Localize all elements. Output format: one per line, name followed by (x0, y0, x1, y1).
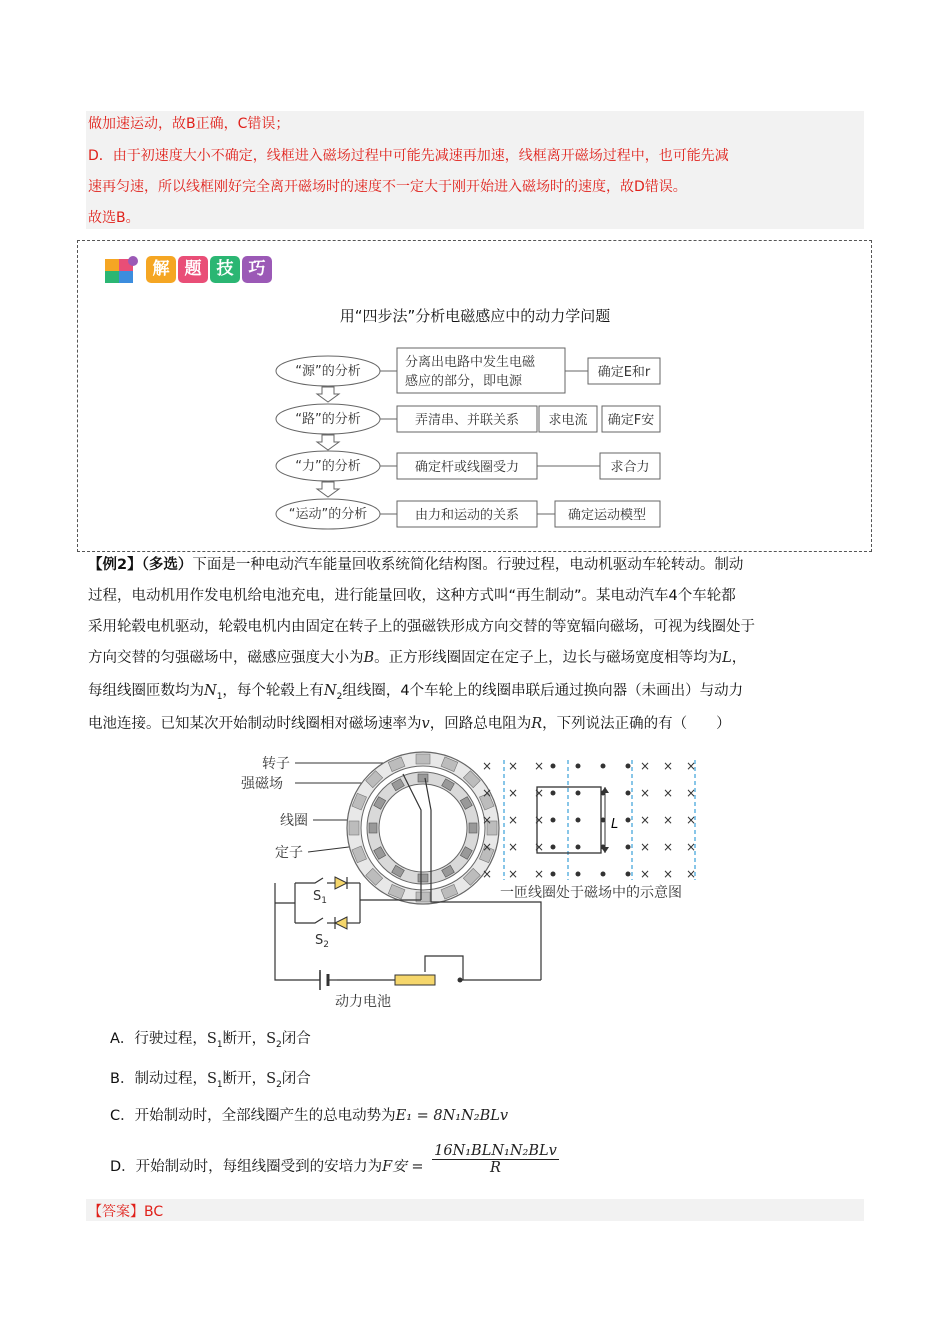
option-d-letter: D． (110, 1159, 136, 1175)
field-caption: 一匝线圈处于磁场中的示意图 (500, 885, 682, 901)
field-dot-mark (576, 872, 581, 877)
magnet-segment (349, 821, 359, 835)
field-dot-mark (551, 818, 556, 823)
option-b-s1: S (206, 1071, 217, 1087)
question-line-3: 采用轮毂电机驱动，轮毂电机内由固定在转子上的强磁铁形成方向交替的等宽辐向磁场，可视为线圈处于 (88, 619, 755, 635)
label-s1: $S_1$ (313, 889, 327, 906)
symbol-R: R (531, 716, 543, 732)
field-cross-mark: × (662, 759, 674, 773)
field-cross-mark: × (533, 759, 545, 773)
question-line-1 (88, 550, 743, 581)
field-cross-mark: × (662, 840, 674, 854)
answer-label: 【答案】 (88, 1204, 144, 1220)
puzzle-icon (103, 253, 141, 285)
option-b-text1: 制动过程， (134, 1071, 207, 1087)
field-cross-mark: × (481, 840, 493, 854)
field-cross-mark: × (481, 867, 493, 881)
option-d-lhs: F安 = (382, 1159, 424, 1175)
badge-jie: 解 (146, 256, 176, 283)
label-L: L (611, 817, 619, 832)
field-dot-mark (551, 791, 556, 796)
field-dot-mark (551, 872, 556, 877)
field-cross-mark: × (639, 813, 651, 827)
box-motion-1-label: 由力和运动的关系 (414, 508, 520, 523)
label-coil: 线圈 (280, 813, 308, 829)
field-cross-mark: × (685, 786, 697, 800)
label-magnet: 强磁场 (241, 776, 283, 792)
label-rotor: 转子 (262, 756, 290, 772)
oval-circuit-label: “路”的分析 (295, 412, 361, 427)
option-b-s2: S (266, 1071, 277, 1087)
symbol-L: L (722, 650, 732, 666)
magnet-segment (416, 754, 430, 764)
down-arrow-1 (317, 387, 339, 402)
field-dot-mark (576, 818, 581, 823)
question-text-4c: ， (731, 650, 747, 666)
option-a-n1: 1 (216, 1039, 223, 1050)
motor-wheel (347, 752, 499, 904)
junction-dot (458, 978, 463, 983)
field-cross-mark: × (533, 840, 545, 854)
coil-segment (418, 874, 428, 882)
field-cross-mark: × (507, 786, 519, 800)
option-d-denominator: R (490, 1160, 501, 1176)
question-text-6c: ，下列说法正确的有（ ） (542, 716, 731, 732)
badge-ti: 题 (178, 256, 208, 283)
box-force-2-label: 求合力 (610, 460, 650, 475)
option-a-text3: 闭合 (281, 1031, 311, 1047)
field-dot-mark (576, 845, 581, 850)
field-cross-mark: × (533, 786, 545, 800)
question-text-5c: 组线圈，4个车轮上的线圈串联后通过换向器（未画出）与动力 (342, 683, 744, 699)
down-arrow-3 (317, 482, 339, 497)
option-b-n1: 1 (216, 1079, 223, 1090)
option-d-text: 开始制动时，每组线圈受到的安培力为 (135, 1159, 383, 1175)
symbol-N2: N (323, 683, 337, 699)
field-dot-mark (626, 764, 631, 769)
badge-ji: 技 (210, 256, 240, 283)
field-cross-mark: × (507, 867, 519, 881)
answer-box (86, 1199, 864, 1221)
field-cross-mark: × (639, 759, 651, 773)
box-source-1-line2: 感应的部分，即电源 (405, 374, 523, 389)
field-dot-mark (601, 872, 606, 877)
option-a-n2: 2 (276, 1039, 282, 1050)
option-d-numerator: 16N₁BLN₁N₂BLv (434, 1143, 557, 1159)
switch-s1 (295, 878, 323, 883)
question-text-5a: 每组线圈匝数均为 (88, 683, 204, 699)
field-dot-mark (551, 845, 556, 850)
option-a-s2: S (266, 1031, 277, 1047)
field-cross-mark: × (639, 840, 651, 854)
question-line-6 (88, 709, 731, 740)
field-diagram (482, 759, 696, 901)
question-line-2: 过程，电动机用作发电机给电池充电，进行能量回收，这种方式叫“再生制动”。某电动汽车4个车轮都 (88, 588, 736, 604)
diodes (335, 877, 347, 929)
field-cross-mark: × (662, 786, 674, 800)
badge-qiao: 巧 (242, 256, 272, 283)
solution-line-4: 故选B。 (88, 210, 140, 226)
field-cross-mark: × (481, 759, 493, 773)
option-b[interactable] (110, 1067, 311, 1090)
switch-s2 (295, 918, 323, 923)
field-cross-mark: × (685, 759, 697, 773)
four-step-flowchart (270, 340, 670, 535)
field-cross-mark: × (507, 840, 519, 854)
question-line-5 (88, 676, 743, 713)
rheostat-body (395, 975, 435, 985)
label-stator: 定子 (275, 845, 303, 861)
coil-segment (469, 823, 477, 833)
option-a[interactable] (110, 1027, 311, 1050)
field-cross-mark: × (685, 840, 697, 854)
option-a-s1: S (206, 1031, 217, 1047)
field-cross-mark: × (481, 786, 493, 800)
symbol-v: v (421, 716, 430, 732)
motor-circuit-figure (235, 750, 725, 1015)
answer-value: BC (144, 1204, 164, 1220)
oval-source-label: “源”的分析 (295, 364, 361, 379)
field-dot-mark (626, 845, 631, 850)
answer-line (88, 1201, 163, 1221)
box-circuit-2-label: 确定F安 (607, 413, 655, 428)
tips-title: 用“四步法”分析电磁感应中的动力学问题 (339, 307, 611, 325)
field-cross-mark: × (685, 867, 697, 881)
question-text-6a: 电池连接。已知某次开始制动时线圈相对磁场速率为 (88, 716, 422, 732)
question-prefix: 【例2】 (88, 557, 142, 573)
box-motion-2-label: 确定运动模型 (567, 508, 647, 523)
symbol-N2-sub: 2 (336, 691, 343, 702)
option-a-text1: 行驶过程， (134, 1031, 207, 1047)
option-b-text2: 断开， (222, 1071, 267, 1087)
field-cross-mark: × (533, 867, 545, 881)
field-dot-mark (626, 818, 631, 823)
field-dot-mark (601, 764, 606, 769)
question-type: （多选） (141, 557, 193, 573)
box-source-2-label: 确定E和r (597, 365, 651, 380)
field-cross-mark: × (685, 813, 697, 827)
question-line-4 (88, 643, 746, 674)
symbol-N1: N (204, 683, 217, 699)
solution-line-1: 做加速运动，故B正确，C错误； (88, 116, 290, 132)
question-text-4a: 方向交替的匀强磁场中，磁感应强度大小为 (88, 650, 364, 666)
label-s2: $S_2$ (315, 933, 329, 950)
coil-square (537, 787, 601, 853)
symbol-B: B (363, 650, 375, 666)
field-cross-mark: × (639, 867, 651, 881)
option-a-text2: 断开， (222, 1031, 267, 1047)
box-source-1-line1: 分离出电路中发生电磁 (405, 355, 536, 370)
field-cross-mark: × (662, 813, 674, 827)
box-circuit-mid-label: 求电流 (548, 413, 588, 428)
question-text-6b: ，回路总电阻为 (429, 716, 532, 732)
solution-line-2: D．由于初速度大小不确定，线框进入磁场过程中可能先减速再加速，线框离开磁场过程中，也可能先减 (88, 148, 729, 164)
option-b-text3: 闭合 (281, 1071, 311, 1087)
field-cross-mark: × (507, 813, 519, 827)
option-d-fraction (432, 1143, 559, 1176)
field-dot-mark (576, 791, 581, 796)
field-dot-mark (551, 764, 556, 769)
option-c-letter: C． (110, 1108, 135, 1124)
coil-segment (418, 774, 428, 782)
oval-motion-label: “运动”的分析 (288, 507, 368, 522)
down-arrow-2 (317, 435, 339, 450)
coil-segment (369, 823, 377, 833)
field-cross-mark: × (507, 759, 519, 773)
field-dot-mark (576, 764, 581, 769)
question-text-4b: 。正方形线圈固定在定子上，边长与磁场宽度相等均为 (374, 650, 723, 666)
field-dot-mark (626, 872, 631, 877)
option-c-text: 开始制动时，全部线圈产生的总电动势为 (134, 1108, 396, 1124)
box-circuit-1-label: 弄清串、并联关系 (414, 413, 520, 428)
question-text-1: 下面是一种电动汽车能量回收系统简化结构图。行驶过程，电动机驱动车轮转动。制动 (192, 557, 744, 573)
option-c-formula: E₁ = 8N₁N₂BLv (395, 1108, 509, 1124)
option-a-letter: A． (110, 1031, 135, 1047)
oval-force-label: “力”的分析 (295, 459, 361, 474)
box-force-1-label: 确定杆或线圈受力 (414, 460, 520, 475)
field-cross-mark: × (639, 786, 651, 800)
field-dot-mark (626, 791, 631, 796)
option-b-letter: B． (110, 1071, 135, 1087)
question-text-5b: ，每个轮毂上有 (222, 683, 324, 699)
option-b-n2: 2 (276, 1079, 282, 1090)
field-cross-mark: × (533, 813, 545, 827)
field-cross-mark: × (662, 867, 674, 881)
field-cross-mark: × (481, 813, 493, 827)
label-battery: 动力电池 (335, 994, 391, 1010)
option-c[interactable] (110, 1104, 508, 1125)
solution-line-3: 速再匀速，所以线框刚好完全离开磁场时的速度不一定大于刚开始进入磁场时的速度，故D错误。 (88, 179, 687, 195)
symbol-N1-sub: 1 (216, 691, 223, 702)
option-d[interactable] (110, 1143, 559, 1185)
